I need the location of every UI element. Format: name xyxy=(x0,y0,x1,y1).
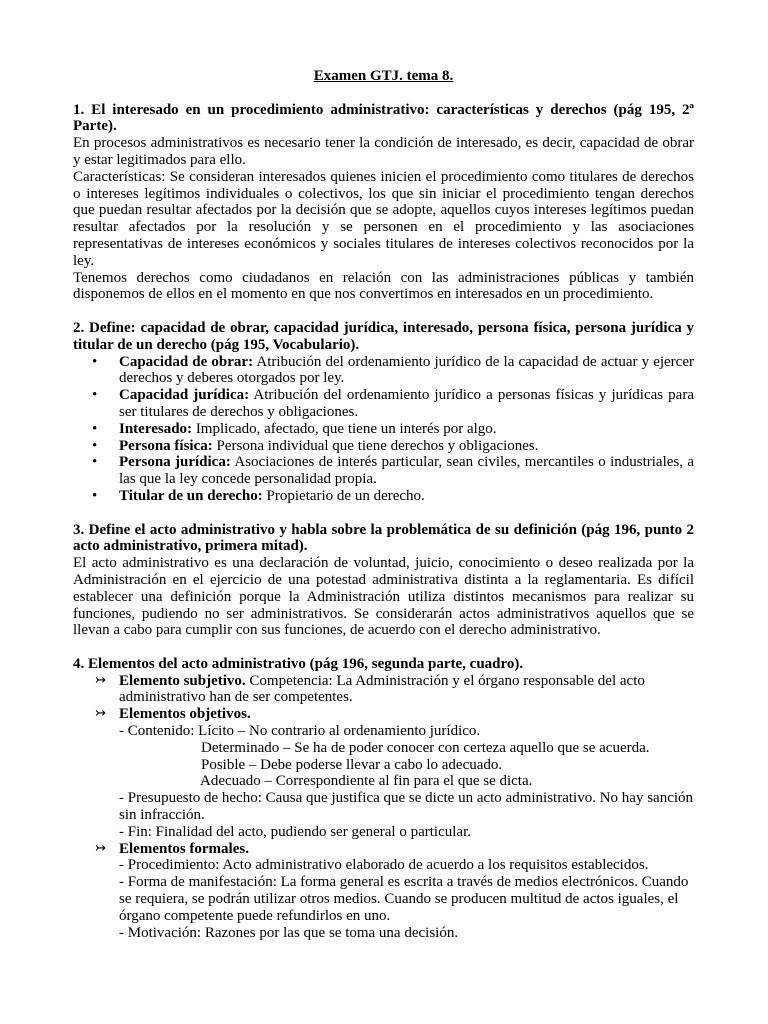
question-1-paragraph-3: Tenemos derechos como ciudadanos en relación con las administraciones públicas y también disponemos de ellos en el momento en que nos convertimos en interesados en un procedimiento. xyxy=(73,269,694,303)
elementos-objetivos-term: Elementos objetivos. xyxy=(119,706,251,723)
definition-term: Titular de un derecho: xyxy=(119,487,263,504)
question-4 xyxy=(73,656,694,942)
forma-line: - Forma de manifestación: La forma general es escrita a través de medios electrónicos. Cuando se requiera, se podrán utilizar otros medios. Cuando se producen multitud de actos iguales, el órgano competente puede refundirlos en uno. xyxy=(119,874,689,924)
definition-item xyxy=(73,387,694,421)
elementos-formales xyxy=(73,841,694,858)
definition-text: Propietario de un derecho. xyxy=(262,487,425,504)
adecuado-line: Adecuado – Correspondiente al fin para el que se dicta. xyxy=(200,773,533,790)
definition-text: Asociaciones de interés particular, sean civiles, mercantiles o industriales, a las que la ley concede personalidad propia. xyxy=(119,454,695,488)
question-3-heading: 3. Define el acto administrativo y habla sobre la problemática de su definición (pág 196, punto 2 acto administrativo, primera mitad). xyxy=(73,521,694,555)
element-subjetivo-term: Elemento subjetivo. xyxy=(119,672,246,689)
definition-text: Persona individual que tiene derechos y obligaciones. xyxy=(212,437,539,454)
definition-term: Persona física: xyxy=(119,437,213,454)
arrow-icon: ↣ xyxy=(95,840,106,856)
bullet-icon: • xyxy=(92,353,98,370)
definition-item xyxy=(73,488,694,505)
procedimiento-line: - Procedimiento: Acto administrativo elaborado de acuerdo a los requisitos establecidos. xyxy=(119,857,649,874)
definition-item xyxy=(73,421,694,438)
definition-text: Atribución del ordenamiento jurídico de la capacidad de actuar y ejercer derechos y deberes otorgados por ley. xyxy=(119,353,694,387)
question-2 xyxy=(73,320,694,505)
elementos-objetivos xyxy=(73,706,694,723)
bullet-icon: • xyxy=(92,387,98,404)
determinado-line: Determinado – Se ha de poder conocer con certeza aquello que se acuerda. xyxy=(201,739,650,756)
bullet-icon: • xyxy=(92,454,98,471)
question-1-paragraph-2: Características: Se consideran interesados quienes inicien el procedimiento como titulares de derechos o intereses legítimos individuales o colectivos, los que sin iniciar el procedimiento tengan derechos que puedan resultar afectados por la decisión que se adopte, aquellos cuyos intereses legítimos puedan resultar afectados por la resolución y se personen en el procedimiento y las asociaciones representativas de intereses económicos y sociales titulares de intereses colectivos reconocidos por la ley. xyxy=(73,168,694,269)
question-4-heading: 4. Elementos del acto administrativo (pág 196, segunda parte, cuadro). xyxy=(73,655,524,672)
definition-term: Capacidad jurídica: xyxy=(119,387,250,404)
bullet-icon: • xyxy=(92,420,98,437)
fin-line: - Fin: Finalidad del acto, pudiendo ser general o particular. xyxy=(119,823,471,840)
question-3-paragraph: El acto administrativo es una declaración de voluntad, juicio, conocimiento o deseo realizada por la Administración en el ejercicio de una potestad administrativa distinta a la reglamentaria. Es difícil establecer una definición porque la Administración utiliza distintos mecanismos para realizar su funciones, pudiendo no ser administrativos. Se considerarán actos administrativos aquellos que se llevan a cabo para cumplir con sus funciones, de acuerdo con el derecho administrativo. xyxy=(73,555,694,639)
question-2-heading: 2. Define: capacidad de obrar, capacidad jurídica, interesado, persona física, persona jurídica y titular de un derecho (pág 195, Vocabulario). xyxy=(73,319,694,353)
definition-text: Implicado, afectado, que tiene un interés por algo. xyxy=(192,420,497,437)
definition-term: Interesado: xyxy=(119,420,193,437)
element-subjetivo-text: Competencia: La Administración y el órgano responsable del acto administrativo han de ser competentes. xyxy=(119,672,645,706)
bullet-icon: • xyxy=(92,487,98,504)
arrow-icon: ↣ xyxy=(95,706,106,722)
document-title: Examen GTJ. tema 8. xyxy=(313,68,454,84)
contenido-line: - Contenido: Lícito – No contrario al ordenamiento jurídico. xyxy=(119,723,481,740)
definition-item xyxy=(73,438,694,455)
definition-term: Capacidad de obrar: xyxy=(119,353,254,370)
definitions-list xyxy=(73,354,694,505)
definition-item xyxy=(73,454,694,488)
posible-line: Posible – Debe poderse llevar a cabo lo adecuado. xyxy=(201,756,503,773)
presupuesto-line: - Presupuesto de hecho: Causa que justifica que se dicte un acto administrativo. No hay sanción sin infracción. xyxy=(119,790,694,824)
bullet-icon: • xyxy=(92,437,98,454)
arrow-icon: ↣ xyxy=(95,672,106,688)
element-subjetivo xyxy=(73,673,694,707)
question-1-paragraph-1: En procesos administrativos es necesario tener la condición de interesado, es decir, capacidad de obrar y estar legitimados para ello. xyxy=(73,135,694,168)
question-1 xyxy=(73,102,694,304)
elementos-formales-term: Elementos formales. xyxy=(119,840,249,857)
definition-term: Persona jurídica: xyxy=(119,454,231,471)
definition-item xyxy=(73,354,694,388)
question-3 xyxy=(73,522,694,640)
motivacion-line: - Motivación: Razones por las que se toma una decisión. xyxy=(119,924,459,941)
definition-text: Atribución del ordenamiento jurídico a personas físicas y jurídicas para ser titulares de derechos y obligaciones. xyxy=(119,387,694,420)
question-1-heading: 1. El interesado en un procedimiento administrativo: características y derechos (pág 195, 2ª Parte). xyxy=(73,101,694,135)
